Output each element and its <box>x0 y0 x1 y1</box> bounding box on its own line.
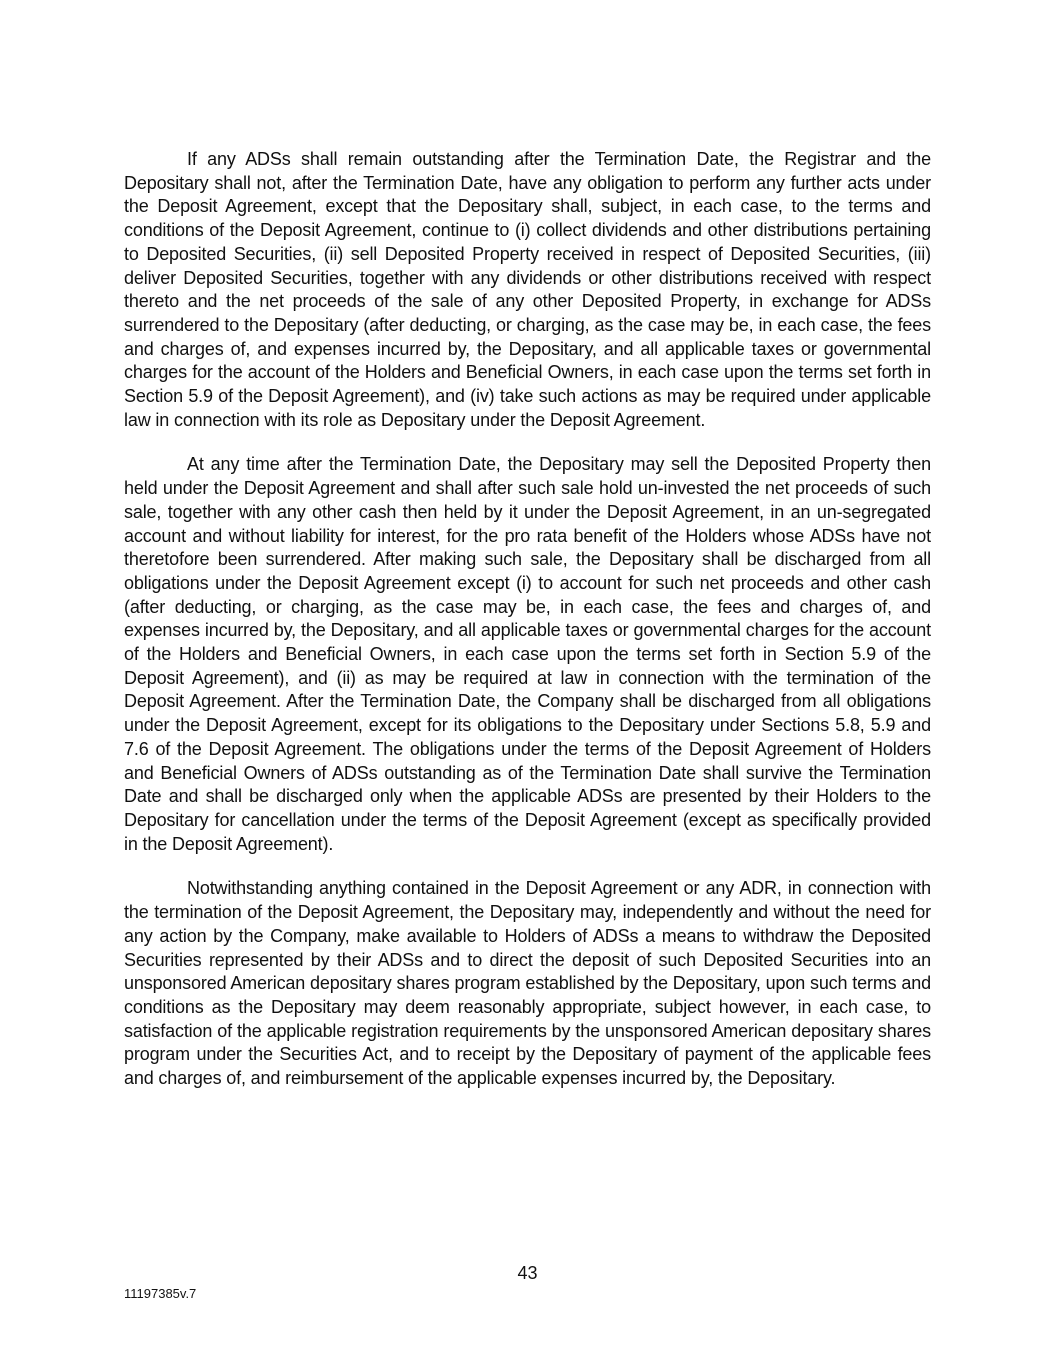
page-number: 43 <box>517 1263 538 1283</box>
paragraph-unsponsored-program: Notwithstanding anything contained in the Deposit Agreement or any ADR, in connection with the termination of the Deposit Agreement, the Depositary may, independently and without the need for any action by the Company, make available to Holders of ADSs a means to withdraw the Deposited Securities represented by their ADSs and to direct the deposit of such Deposited Securities into an unsponsored American depositary shares program established by the Depositary, upon such terms and conditions as the Depositary may deem reasonably appropriate, subject however, in each case, to satisfaction of the applicable registration requirements by the unsponsored American depositary shares program under the Securities Act, and to receipt by the Depositary of payment of the applicable fees and charges of, and reimbursement of the applicable expenses incurred by, the Depositary. <box>124 878 931 1089</box>
document-body <box>124 148 931 1112</box>
document-id: 11197385v.7 <box>124 1286 197 1301</box>
paragraph-sale-of-deposited-property: At any time after the Termination Date, the Depositary may sell the Deposited Property then held under the Deposit Agreement and shall after such sale hold un-invested the net proceeds of such sale, together with any other cash then held by it under the Deposit Agreement, in an un-segregated account and without liability for interest, for the pro rata benefit of the Holders whose ADSs have not theretofore been surrendered. After making such sale, the Depositary shall be discharged from all obligations under the Deposit Agreement except (i) to account for such net proceeds and other cash (after deducting, or charging, as the case may be, in each case, the fees and charges of, and expenses incurred by, the Depositary, and all applicable taxes or governmental charges for the account of the Holders and Beneficial Owners, in each case upon the terms set forth in Section 5.9 of the Deposit Agreement), and (ii) as may be required at law in connection with the termination of the Deposit Agreement. After the Termination Date, the Company shall be discharged from all obligations under the Deposit Agreement, except for its obligations to the Depositary under Sections 5.8, 5.9 and 7.6 of the Deposit Agreement. The obligations under the terms of the Deposit Agreement of Holders and Beneficial Owners of ADSs outstanding as of the Termination Date shall survive the Termination Date and shall be discharged only when the applicable ADSs are presented by their Holders to the Depositary for cancellation under the terms of the Deposit Agreement (except as specifically provided in the Deposit Agreement). <box>124 454 931 854</box>
paragraph-termination-obligations: If any ADSs shall remain outstanding after the Termination Date, the Registrar and the Depositary shall not, after the Termination Date, have any obligation to perform any further acts under the Deposit Agreement, except that the Depositary shall, subject, in each case, to the terms and conditions of the Deposit Agreement, continue to (i) collect dividends and other distributions pertaining to Deposited Securities, (ii) sell Deposited Property received in respect of Deposited Securities, (iii) deliver Deposited Securities, together with any dividends or other distributions received with respect thereto and the net proceeds of the sale of any other Deposited Property, in exchange for ADSs surrendered to the Depositary (after deducting, or charging, as the case may be, in each case, the fees and charges of, and expenses incurred by, the Depositary, and all applicable taxes or governmental charges for the account of the Holders and Beneficial Owners, in each case upon the terms set forth in Section 5.9 of the Deposit Agreement), and (iv) take such actions as may be required under applicable law in connection with its role as Depositary under the Deposit Agreement. <box>124 149 931 430</box>
